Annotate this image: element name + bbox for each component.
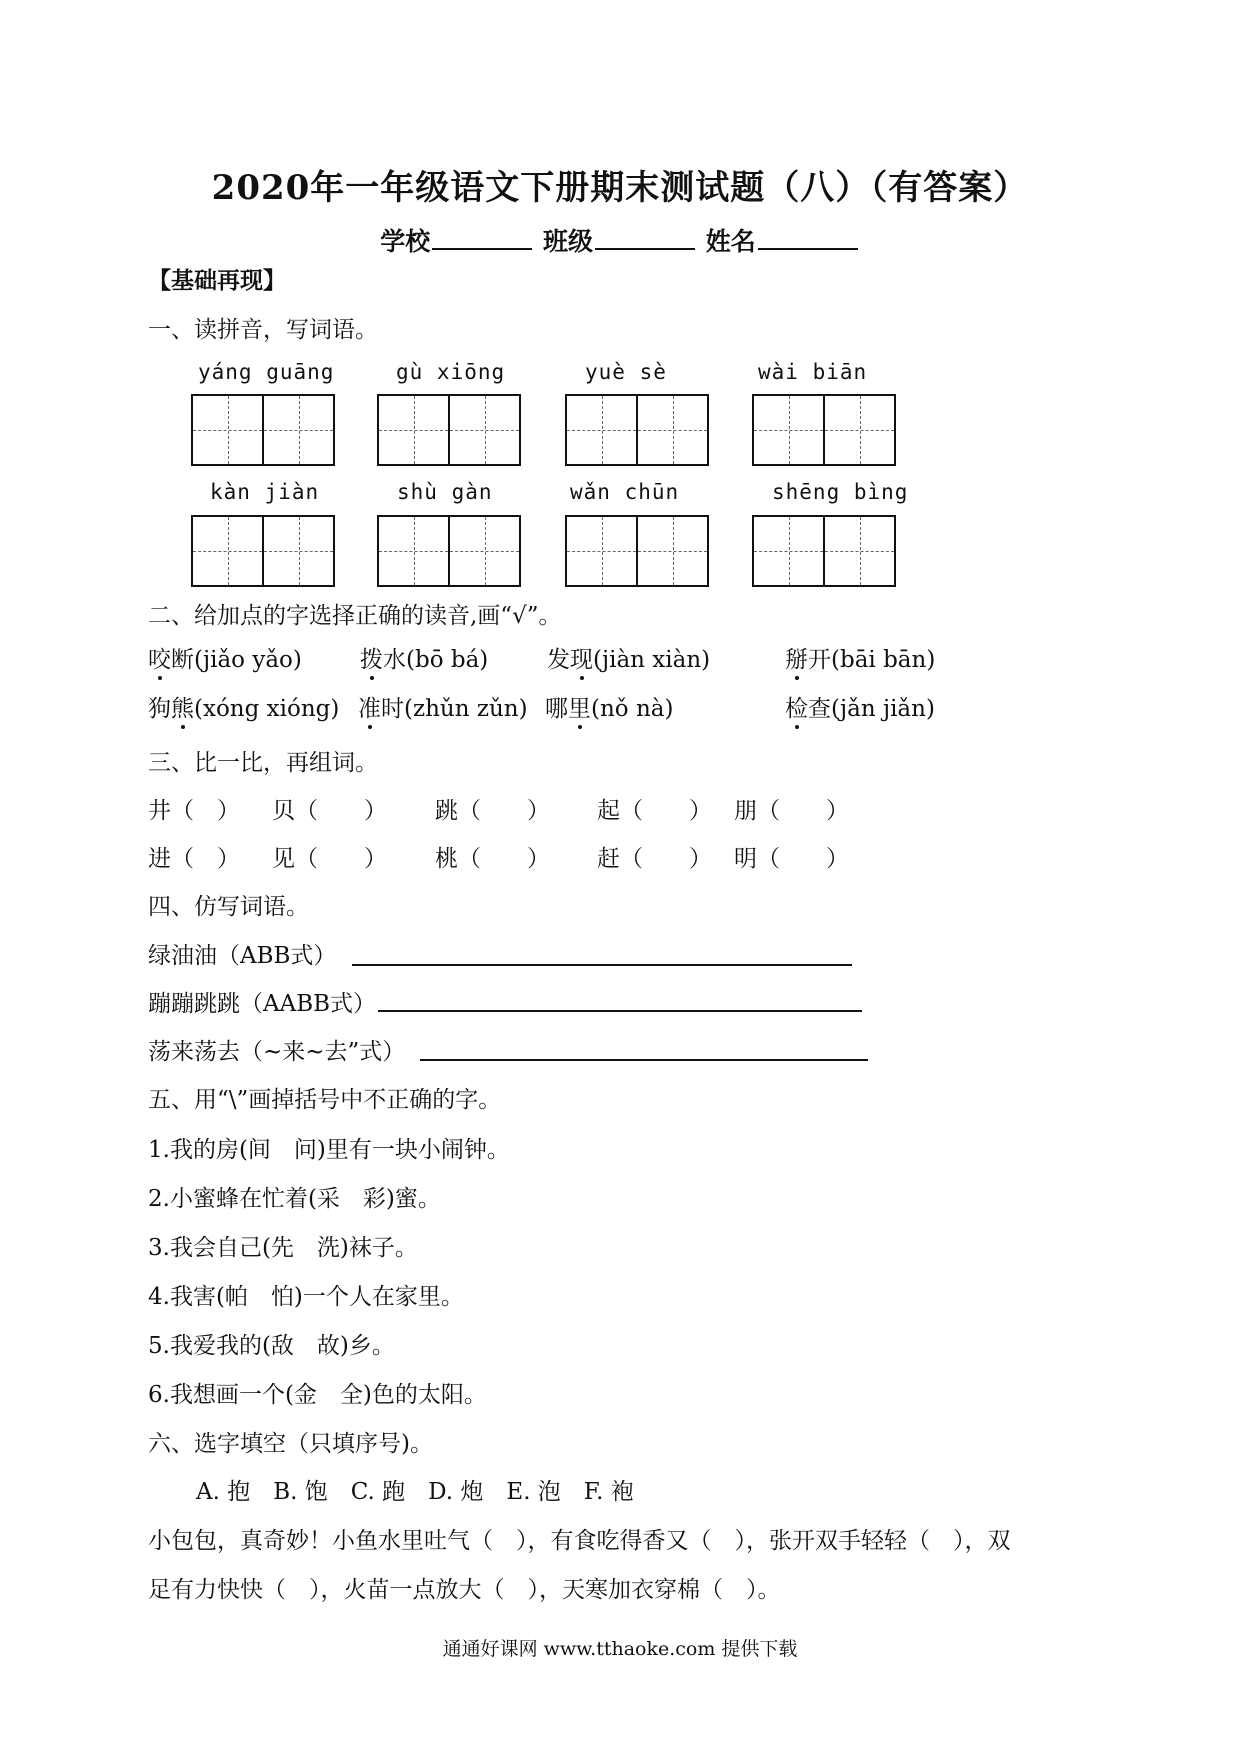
q6-passage-line[interactable]: 小包包，真奇妙！小鱼水里吐气（ ），有食吃得香又（ ），张开双手轻轻（ ），双: [148, 1528, 1011, 1554]
pinyin-label: wài biān: [758, 360, 868, 384]
pinyin-label: yáng guāng: [198, 360, 335, 384]
imitate-prompt: 荡来荡去（~来~去”式）: [148, 1039, 406, 1065]
sentence-item[interactable]: 6.我想画一个(金 全)色的太阳。: [148, 1382, 487, 1408]
tianzige-box[interactable]: [377, 515, 521, 587]
tianzige-box[interactable]: [191, 394, 335, 466]
sentence-item[interactable]: 5.我爱我的(敌 故)乡。: [148, 1333, 395, 1359]
q6-title: 六、选字填空（只填序号)。: [148, 1431, 433, 1457]
school-blank[interactable]: [432, 224, 532, 250]
answer-line[interactable]: [352, 964, 852, 966]
compare-word-item[interactable]: 跳（ ）: [435, 798, 550, 824]
q6-options: A. 抱 B. 饱 C. 跑 D. 炮 E. 泡 F. 袍: [196, 1479, 634, 1505]
answer-line[interactable]: [420, 1059, 868, 1061]
tianzige-box[interactable]: [377, 394, 521, 466]
compare-word-item[interactable]: 明（ ）: [734, 846, 849, 872]
name-label: 姓名: [705, 227, 756, 256]
compare-word-item[interactable]: 井（ ）: [148, 798, 240, 824]
tianzige-box[interactable]: [752, 394, 896, 466]
pinyin-label: shù gàn: [397, 480, 493, 504]
school-label: 学校: [380, 227, 431, 256]
sentence-item[interactable]: 2.小蜜蜂在忙着(采 彩)蜜。: [148, 1186, 441, 1212]
imitate-prompt: 绿油油（ABB式）: [148, 943, 337, 969]
reading-choice[interactable]: 发现(jiàn xiàn): [547, 641, 710, 674]
student-info: [0, 222, 1240, 258]
compare-word-item[interactable]: 见（ ）: [272, 846, 387, 872]
reading-choice[interactable]: 掰开(bāi bān): [785, 641, 935, 674]
name-blank[interactable]: [758, 224, 858, 250]
page-title: 2020年一年级语文下册期末测试题（八）（有答案）: [211, 168, 1029, 208]
tianzige-box[interactable]: [565, 515, 709, 587]
pinyin-label: kàn jiàn: [210, 480, 320, 504]
section-header: 【基础再现】: [148, 267, 286, 294]
pinyin-label: gù xiōng: [396, 360, 506, 384]
footer-source: 通通好课网 www.tthaoke.com 提供下载: [442, 1638, 798, 1660]
tianzige-box[interactable]: [565, 394, 709, 466]
reading-choice[interactable]: 准时(zhǔn zǔn): [358, 690, 528, 723]
compare-word-item[interactable]: 贝（ ）: [272, 798, 387, 824]
class-label: 班级: [542, 227, 593, 256]
q1-title: 一、读拼音，写词语。: [148, 317, 378, 343]
compare-word-item[interactable]: 朋（ ）: [734, 798, 849, 824]
compare-word-item[interactable]: 赶（ ）: [597, 846, 712, 872]
reading-choice[interactable]: 咬断(jiǎo yǎo): [148, 641, 302, 674]
q3-title: 三、比一比，再组词。: [148, 750, 378, 776]
q5-title: 五、用“\”画掉括号中不正确的字。: [148, 1087, 502, 1113]
q2-title: 二、给加点的字选择正确的读音,画“√”。: [148, 603, 562, 629]
compare-word-item[interactable]: 桃（ ）: [435, 846, 550, 872]
compare-word-item[interactable]: 进（ ）: [148, 846, 240, 872]
reading-choice[interactable]: 检查(jǎn jiǎn): [785, 690, 935, 723]
class-blank[interactable]: [595, 224, 695, 250]
pinyin-label: yuè sè: [585, 360, 667, 384]
sentence-item[interactable]: 3.我会自己(先 洗)袜子。: [148, 1235, 418, 1261]
sentence-item[interactable]: 1.我的房(间 问)里有一块小闹钟。: [148, 1137, 510, 1163]
answer-line[interactable]: [378, 1010, 862, 1012]
q6-passage-line[interactable]: 足有力快快（ ），火苗一点放大（ ），天寒加衣穿棉（ ）。: [148, 1577, 781, 1603]
reading-choice[interactable]: 狗熊(xóng xióng): [148, 690, 339, 723]
reading-choice[interactable]: 拨水(bō bá): [360, 641, 488, 674]
compare-word-item[interactable]: 起（ ）: [597, 798, 712, 824]
reading-choice[interactable]: 哪里(nǒ nà): [545, 690, 673, 723]
tianzige-box[interactable]: [191, 515, 335, 587]
sentence-item[interactable]: 4.我害(帕 怕)一个人在家里。: [148, 1284, 464, 1310]
imitate-prompt: 蹦蹦跳跳（AABB式）: [148, 991, 377, 1017]
pinyin-label: wǎn chūn: [570, 480, 680, 504]
pinyin-label: shēng bìng: [772, 480, 909, 504]
tianzige-box[interactable]: [752, 515, 896, 587]
q4-title: 四、仿写词语。: [148, 894, 309, 920]
